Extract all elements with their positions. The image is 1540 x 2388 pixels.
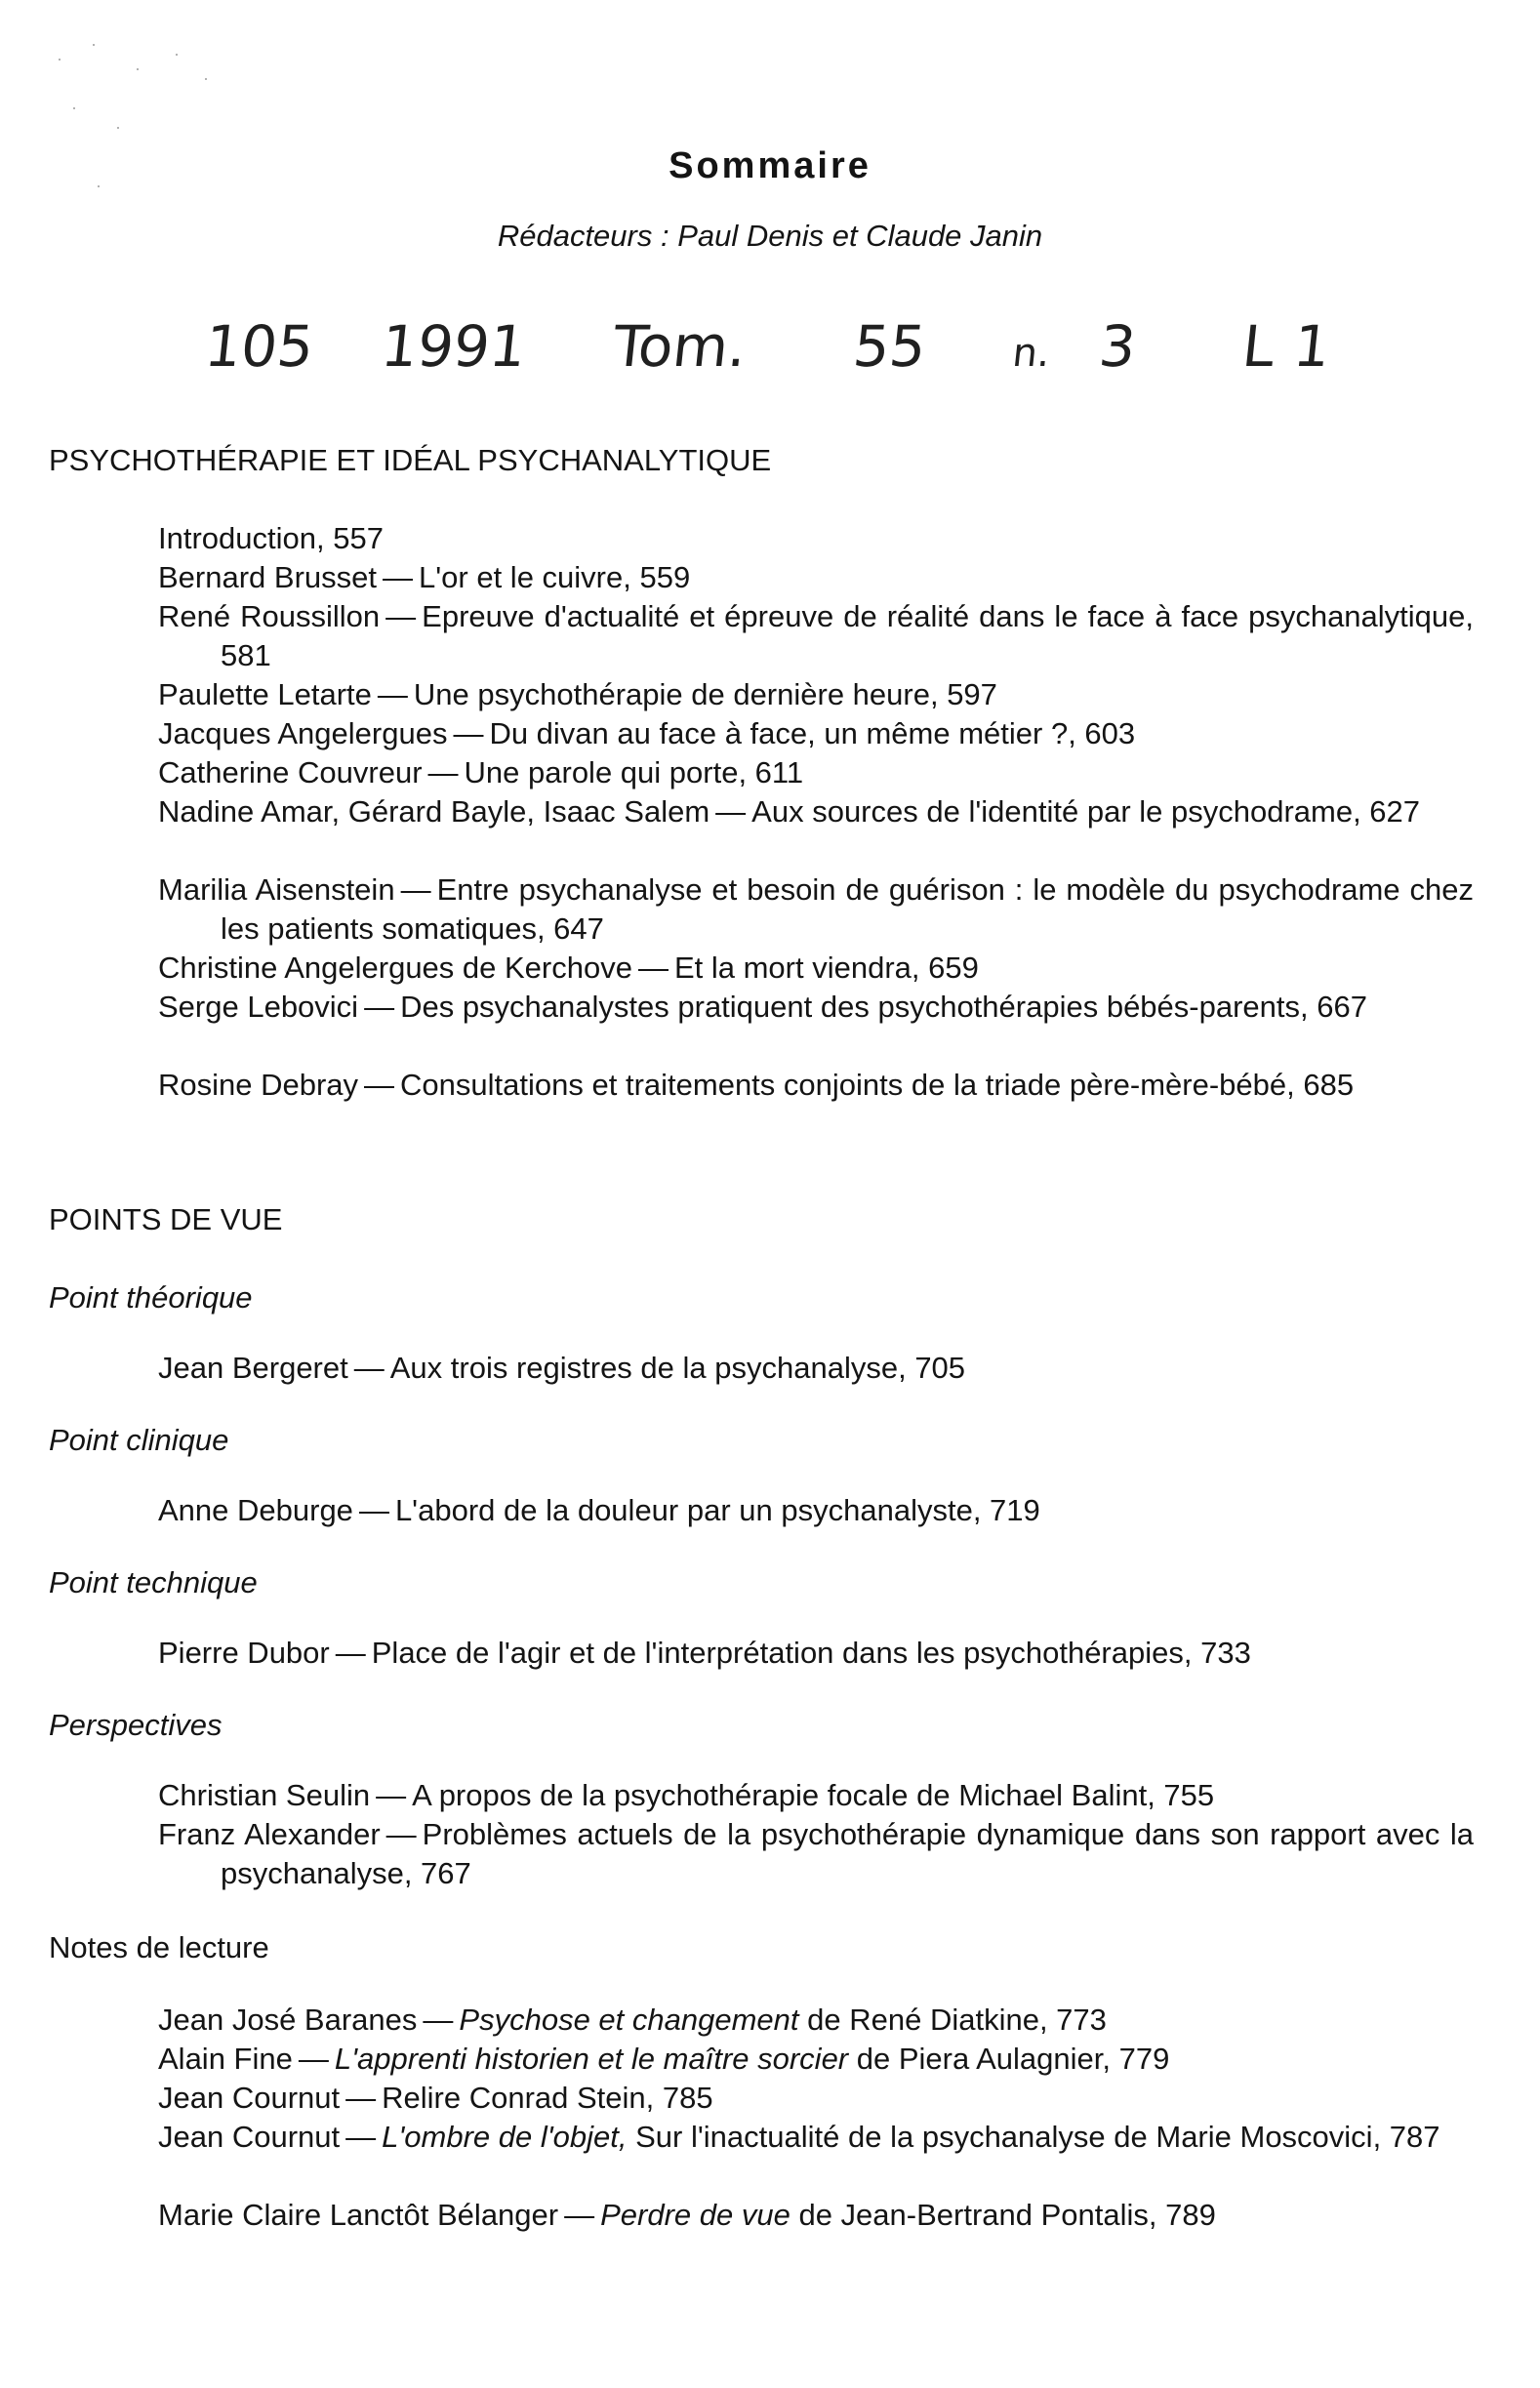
subsection-perspectives: Perspectives <box>49 1708 223 1742</box>
toc-entry <box>158 519 1474 558</box>
subsection-point-technique: Point technique <box>49 1565 258 1599</box>
toc-entry <box>158 792 1474 831</box>
entry-dash: — <box>385 1817 417 1851</box>
handwritten-part: 3 <box>1096 313 1140 380</box>
entry-title: A propos de la psychothérapie focale de Michael Balint, 755 <box>412 1778 1215 1812</box>
entry-dash: — <box>345 2081 377 2115</box>
toc-entry <box>158 2040 1474 2079</box>
entry-title: L'or et le cuivre, 559 <box>419 560 691 594</box>
handwritten-part: 1991 <box>378 313 530 380</box>
subsection-point-clinique: Point clinique <box>49 1423 229 1457</box>
entry-dash: — <box>423 2003 454 2037</box>
scan-speck <box>73 107 75 109</box>
toc-entry <box>158 1491 1474 1530</box>
handwritten-part: Tom. <box>610 313 750 380</box>
entry-dash: — <box>377 677 408 711</box>
entry-author: Marilia Aisenstein <box>158 872 395 907</box>
entry-author: Jean Cournut <box>158 2081 341 2115</box>
entry-author: Jean Bergeret <box>158 1351 348 1385</box>
entry-title: Problèmes actuels de la psychothérapie dynamique dans son rapport avec la psychanalyse, 767 <box>221 1817 1475 1890</box>
entry-title: Aux sources de l'identité par le psychodrame, 627 <box>751 794 1421 829</box>
handwritten-part: 105 <box>201 313 317 380</box>
entry-dash: — <box>345 2120 377 2154</box>
toc-entry <box>158 1776 1474 1815</box>
toc-entry <box>158 1066 1474 1105</box>
entry-author: Serge Lebovici <box>158 990 359 1024</box>
toc-entry <box>158 2196 1474 2235</box>
entry-title: Consultations et traitements conjoints de la triade père-mère-bébé, 685 <box>400 1068 1355 1102</box>
scan-speck <box>98 185 100 187</box>
entry-book-title: Perdre de vue <box>600 2198 790 2232</box>
entry-title: Epreuve d'actualité et épreuve de réalité dans le face à face psychanalytique, 581 <box>221 599 1475 672</box>
entry-dash: — <box>383 560 413 594</box>
entry-title: Sur l'inactualité de la psychanalyse de Marie Moscovici, 787 <box>627 2120 1440 2154</box>
entry-author: Anne Deburge <box>158 1493 353 1527</box>
scan-speck <box>205 78 207 80</box>
entry-author: Paulette Letarte <box>158 677 372 711</box>
toc-entry <box>158 870 1474 949</box>
scan-speck <box>117 127 119 129</box>
toc-entry <box>158 753 1474 792</box>
handwritten-part: 1 <box>1290 313 1334 380</box>
toc-entry <box>158 988 1474 1027</box>
entry-dash: — <box>385 599 417 633</box>
entry-title: L'abord de la douleur par un psychanalyste, 719 <box>394 1493 1040 1527</box>
section-heading-points-de-vue: POINTS DE VUE <box>49 1202 283 1236</box>
handwritten-part: 55 <box>850 313 930 380</box>
entry-title: Des psychanalystes pratiquent des psychothérapies bébés-parents, 667 <box>400 990 1367 1024</box>
entry-author: Nadine Amar, Gérard Bayle, Isaac Salem <box>158 794 710 829</box>
entry-dash: — <box>376 1778 407 1812</box>
entry-book-title: Psychose et changement <box>459 2003 799 2037</box>
entry-title: Entre psychanalyse et besoin de guérison : le modèle du psychodrame chez les patients somatiques, 647 <box>221 872 1475 946</box>
entry-author: Marie Claire Lanctôt Bélanger <box>158 2198 559 2232</box>
toc-entry <box>158 2079 1474 2118</box>
entry-dash: — <box>427 755 459 789</box>
entry-title: Place de l'agir et de l'interprétation dans les psychothérapies, 733 <box>371 1636 1251 1670</box>
entry-dash: — <box>637 951 669 985</box>
entry-author: Jean José Baranes <box>158 2003 418 2037</box>
handwritten-part: L <box>1238 313 1278 380</box>
entry-book-title: L'ombre de l'objet, <box>382 2120 628 2154</box>
entry-dash: — <box>335 1636 366 1670</box>
entry-title: de Piera Aulagnier, 779 <box>848 2042 1170 2076</box>
toc-entry <box>158 949 1474 988</box>
toc-entry <box>158 2118 1474 2157</box>
entry-title: de Jean-Bertrand Pontalis, 789 <box>790 2198 1216 2232</box>
entry-author: Pierre Dubor <box>158 1636 330 1670</box>
toc-entry <box>158 597 1474 675</box>
entry-author: Catherine Couvreur <box>158 755 423 789</box>
entry-author: Jacques Angelergues <box>158 716 448 750</box>
subsection-point-theorique: Point théorique <box>49 1280 253 1315</box>
entry-author: Franz Alexander <box>158 1817 381 1851</box>
entry-dash: — <box>364 990 395 1024</box>
entry-author: Alain Fine <box>158 2042 293 2076</box>
toc-entry <box>158 1349 1474 1388</box>
entry-author: René Roussillon <box>158 599 381 633</box>
entry-title: Une parole qui porte, 611 <box>464 755 804 789</box>
handwritten-note <box>201 312 1333 387</box>
entry-author: Bernard Brusset <box>158 560 377 594</box>
entry-dash: — <box>364 1068 395 1102</box>
toc-entry <box>158 1815 1474 1893</box>
page-title: Sommaire <box>669 145 871 186</box>
entry-author: Christine Angelergues de Kerchove <box>158 951 632 985</box>
toc-entry <box>158 2001 1474 2040</box>
entry-dash: — <box>358 1493 389 1527</box>
entry-dash: — <box>715 794 747 829</box>
entry-text: Introduction, 557 <box>158 521 384 555</box>
entry-dash: — <box>353 1351 385 1385</box>
entry-author: Christian Seulin <box>158 1778 371 1812</box>
entry-title: Et la mort viendra, 659 <box>673 951 979 985</box>
entry-title: Aux trois registres de la psychanalyse, 705 <box>389 1351 966 1385</box>
scan-speck <box>93 44 95 46</box>
toc-entry <box>158 675 1474 714</box>
entry-dash: — <box>564 2198 595 2232</box>
section-heading-notes-de-lecture: Notes de lecture <box>49 1930 269 1964</box>
entry-title: de René Diatkine, 773 <box>798 2003 1107 2037</box>
entry-title: Relire Conrad Stein, 785 <box>382 2081 713 2115</box>
entry-author: Jean Cournut <box>158 2120 341 2154</box>
entry-book-title: L'apprenti historien et le maître sorcier <box>334 2042 849 2076</box>
scan-speck <box>59 59 61 61</box>
entry-author: Rosine Debray <box>158 1068 359 1102</box>
toc-entry <box>158 558 1474 597</box>
toc-entry <box>158 1634 1474 1673</box>
toc-entry <box>158 714 1474 753</box>
entry-title: Du divan au face à face, un même métier ?, 603 <box>489 716 1136 750</box>
scan-speck <box>176 54 178 56</box>
entry-dash: — <box>298 2042 329 2076</box>
editors-line: Rédacteurs : Paul Denis et Claude Janin <box>497 219 1043 253</box>
scan-speck <box>137 68 139 70</box>
entry-dash: — <box>453 716 484 750</box>
handwritten-part: n. <box>1010 331 1053 376</box>
section-heading-psychotherapie: PSYCHOTHÉRAPIE ET IDÉAL PSYCHANALYTIQUE <box>49 443 772 477</box>
entry-title: Une psychothérapie de dernière heure, 597 <box>413 677 997 711</box>
entry-dash: — <box>400 872 431 907</box>
